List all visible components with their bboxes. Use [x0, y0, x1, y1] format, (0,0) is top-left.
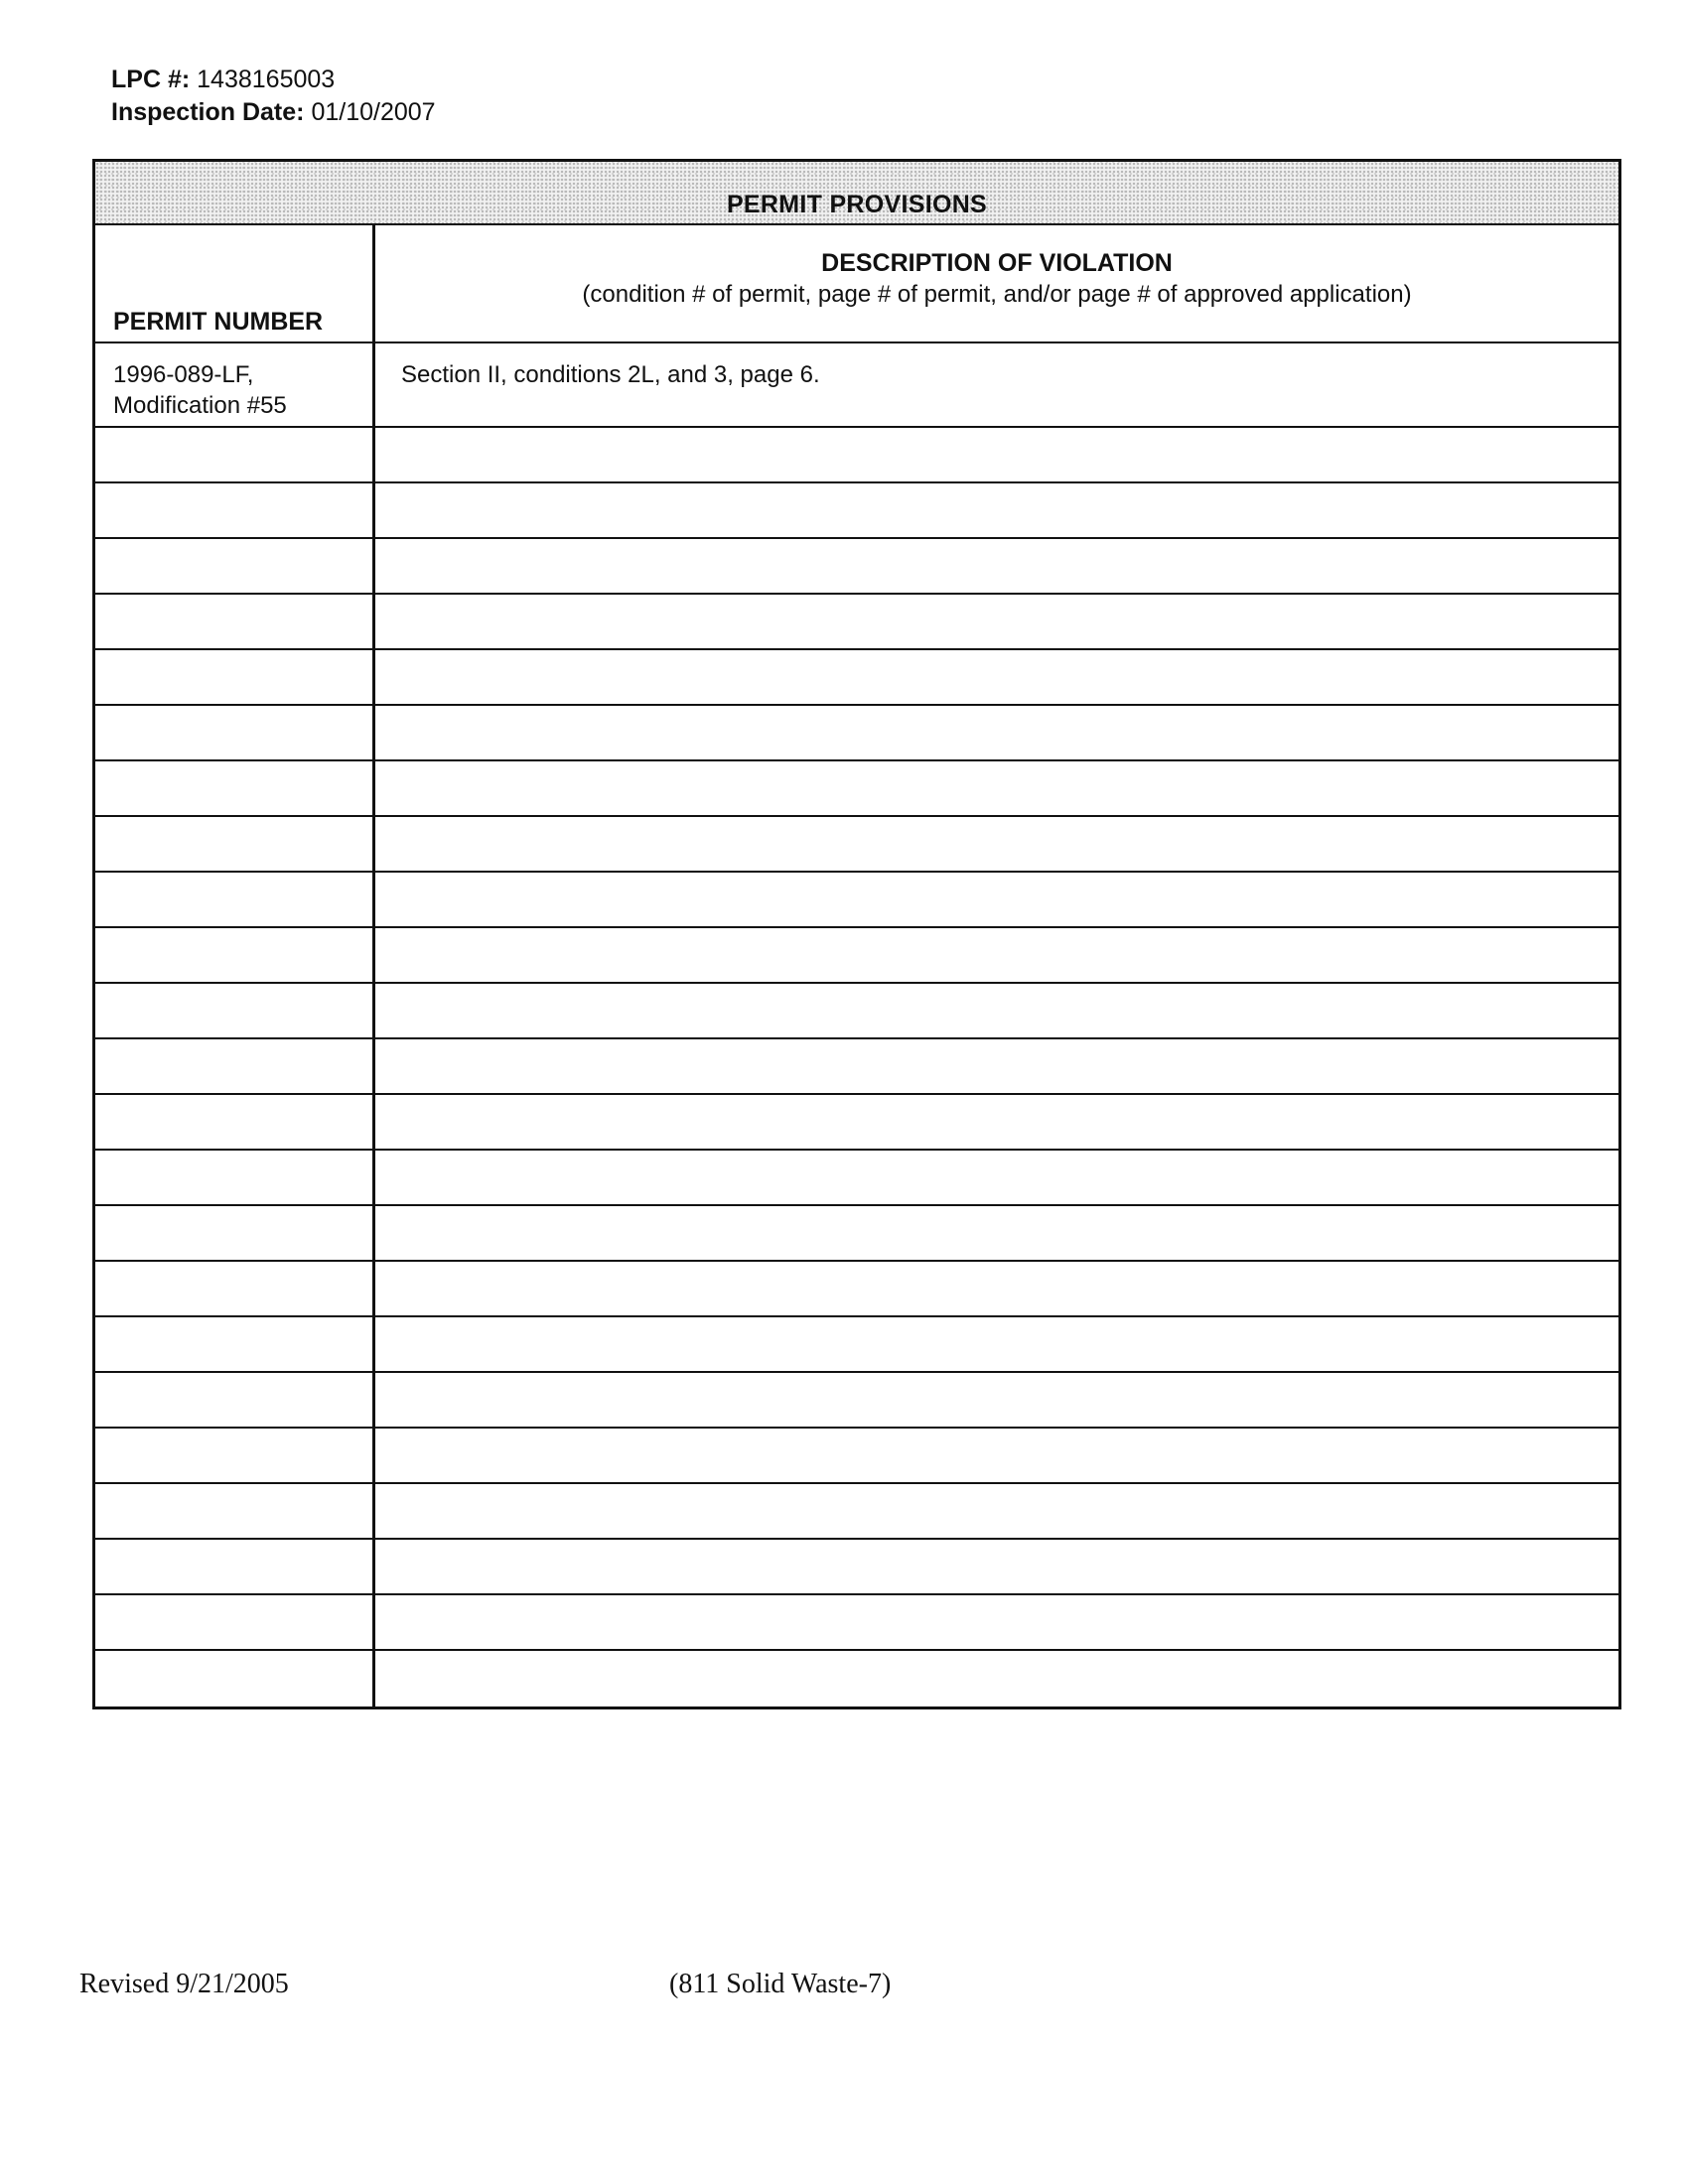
blank-permit-number-cell[interactable]	[95, 595, 375, 648]
blank-permit-number-cell[interactable]	[95, 1039, 375, 1093]
blank-permit-number-cell[interactable]	[95, 873, 375, 926]
blank-table-row	[95, 928, 1618, 984]
table-header-row	[95, 225, 1618, 343]
blank-table-row	[95, 1484, 1618, 1540]
permit-number-line1: 1996-089-LF,	[113, 361, 254, 388]
lpc-label: LPC #:	[111, 66, 191, 93]
permit-number-cell[interactable]	[95, 343, 375, 426]
blank-permit-number-cell[interactable]	[95, 483, 375, 537]
blank-permit-number-cell[interactable]	[95, 1317, 375, 1371]
blank-description-cell[interactable]	[375, 1540, 1618, 1593]
blank-permit-number-cell[interactable]	[95, 761, 375, 815]
blank-description-cell[interactable]	[375, 595, 1618, 648]
permit-number-header	[95, 225, 375, 341]
permit-number-line2: Modification #55	[113, 392, 287, 419]
blank-permit-number-cell[interactable]	[95, 1429, 375, 1482]
blank-table-row	[95, 1595, 1618, 1651]
blank-description-cell[interactable]	[375, 1317, 1618, 1371]
inspection-date-value: 01/10/2007	[311, 98, 436, 126]
blank-table-row	[95, 1317, 1618, 1373]
blank-description-cell[interactable]	[375, 1484, 1618, 1538]
revised-date: Revised 9/21/2005	[79, 1969, 289, 1999]
blank-description-cell[interactable]	[375, 1429, 1618, 1482]
blank-permit-number-cell[interactable]	[95, 1373, 375, 1427]
blank-description-cell[interactable]	[375, 928, 1618, 982]
blank-table-row	[95, 650, 1618, 706]
blank-description-cell[interactable]	[375, 1262, 1618, 1315]
blank-permit-number-cell[interactable]	[95, 984, 375, 1037]
blank-description-cell[interactable]	[375, 706, 1618, 759]
section-title: PERMIT PROVISIONS	[726, 191, 988, 218]
document-header	[111, 64, 436, 129]
description-header-subtitle: (condition # of permit, page # of permit, and/or page # of approved application)	[582, 281, 1412, 308]
blank-description-cell[interactable]	[375, 483, 1618, 537]
blank-permit-number-cell[interactable]	[95, 817, 375, 871]
section-title-bar	[95, 162, 1618, 225]
blank-table-row	[95, 1540, 1618, 1595]
blank-description-cell[interactable]	[375, 761, 1618, 815]
blank-table-row	[95, 428, 1618, 483]
blank-table-row	[95, 706, 1618, 761]
blank-description-cell[interactable]	[375, 1151, 1618, 1204]
blank-permit-number-cell[interactable]	[95, 706, 375, 759]
blank-permit-number-cell[interactable]	[95, 1651, 375, 1706]
blank-table-row	[95, 1429, 1618, 1484]
blank-description-cell[interactable]	[375, 1373, 1618, 1427]
blank-permit-number-cell[interactable]	[95, 928, 375, 982]
permit-provisions-table	[92, 159, 1621, 1709]
blank-permit-number-cell[interactable]	[95, 539, 375, 593]
blank-permit-number-cell[interactable]	[95, 650, 375, 704]
violation-description-cell[interactable]: Section II, conditions 2L, and 3, page 6.	[401, 361, 820, 388]
description-header-title: DESCRIPTION OF VIOLATION	[821, 249, 1173, 277]
blank-description-cell[interactable]	[375, 1651, 1618, 1706]
blank-table-row	[95, 595, 1618, 650]
blank-permit-number-cell[interactable]	[95, 1206, 375, 1260]
blank-description-cell[interactable]	[375, 1206, 1618, 1260]
blank-description-cell[interactable]	[375, 817, 1618, 871]
blank-permit-number-cell[interactable]	[95, 1484, 375, 1538]
blank-permit-number-cell[interactable]	[95, 1151, 375, 1204]
table-row	[95, 343, 1618, 428]
blank-table-row	[95, 761, 1618, 817]
inspection-date-line	[111, 96, 436, 129]
description-header	[375, 225, 1618, 341]
blank-table-row	[95, 1206, 1618, 1262]
permit-number-header-label: PERMIT NUMBER	[113, 308, 324, 336]
blank-permit-number-cell[interactable]	[95, 1262, 375, 1315]
blank-description-cell[interactable]	[375, 873, 1618, 926]
blank-permit-number-cell[interactable]	[95, 1095, 375, 1149]
blank-table-row	[95, 483, 1618, 539]
blank-description-cell[interactable]	[375, 1039, 1618, 1093]
lpc-value: 1438165003	[197, 66, 336, 93]
blank-description-cell[interactable]	[375, 1595, 1618, 1649]
blank-permit-number-cell[interactable]	[95, 1540, 375, 1593]
blank-table-row	[95, 1651, 1618, 1706]
blank-table-row	[95, 873, 1618, 928]
blank-table-row	[95, 817, 1618, 873]
blank-description-cell[interactable]	[375, 984, 1618, 1037]
form-id: (811 Solid Waste-7)	[669, 1969, 892, 1999]
blank-permit-number-cell[interactable]	[95, 1595, 375, 1649]
blank-table-row	[95, 1039, 1618, 1095]
blank-table-row	[95, 1373, 1618, 1429]
blank-table-row	[95, 1151, 1618, 1206]
blank-description-cell[interactable]	[375, 428, 1618, 481]
blank-table-row	[95, 1095, 1618, 1151]
blank-description-cell[interactable]	[375, 1095, 1618, 1149]
lpc-line	[111, 64, 436, 96]
inspection-date-label: Inspection Date:	[111, 98, 305, 126]
blank-table-row	[95, 539, 1618, 595]
blank-permit-number-cell[interactable]	[95, 428, 375, 481]
blank-table-row	[95, 1262, 1618, 1317]
blank-table-row	[95, 984, 1618, 1039]
blank-description-cell[interactable]	[375, 539, 1618, 593]
blank-description-cell[interactable]	[375, 650, 1618, 704]
